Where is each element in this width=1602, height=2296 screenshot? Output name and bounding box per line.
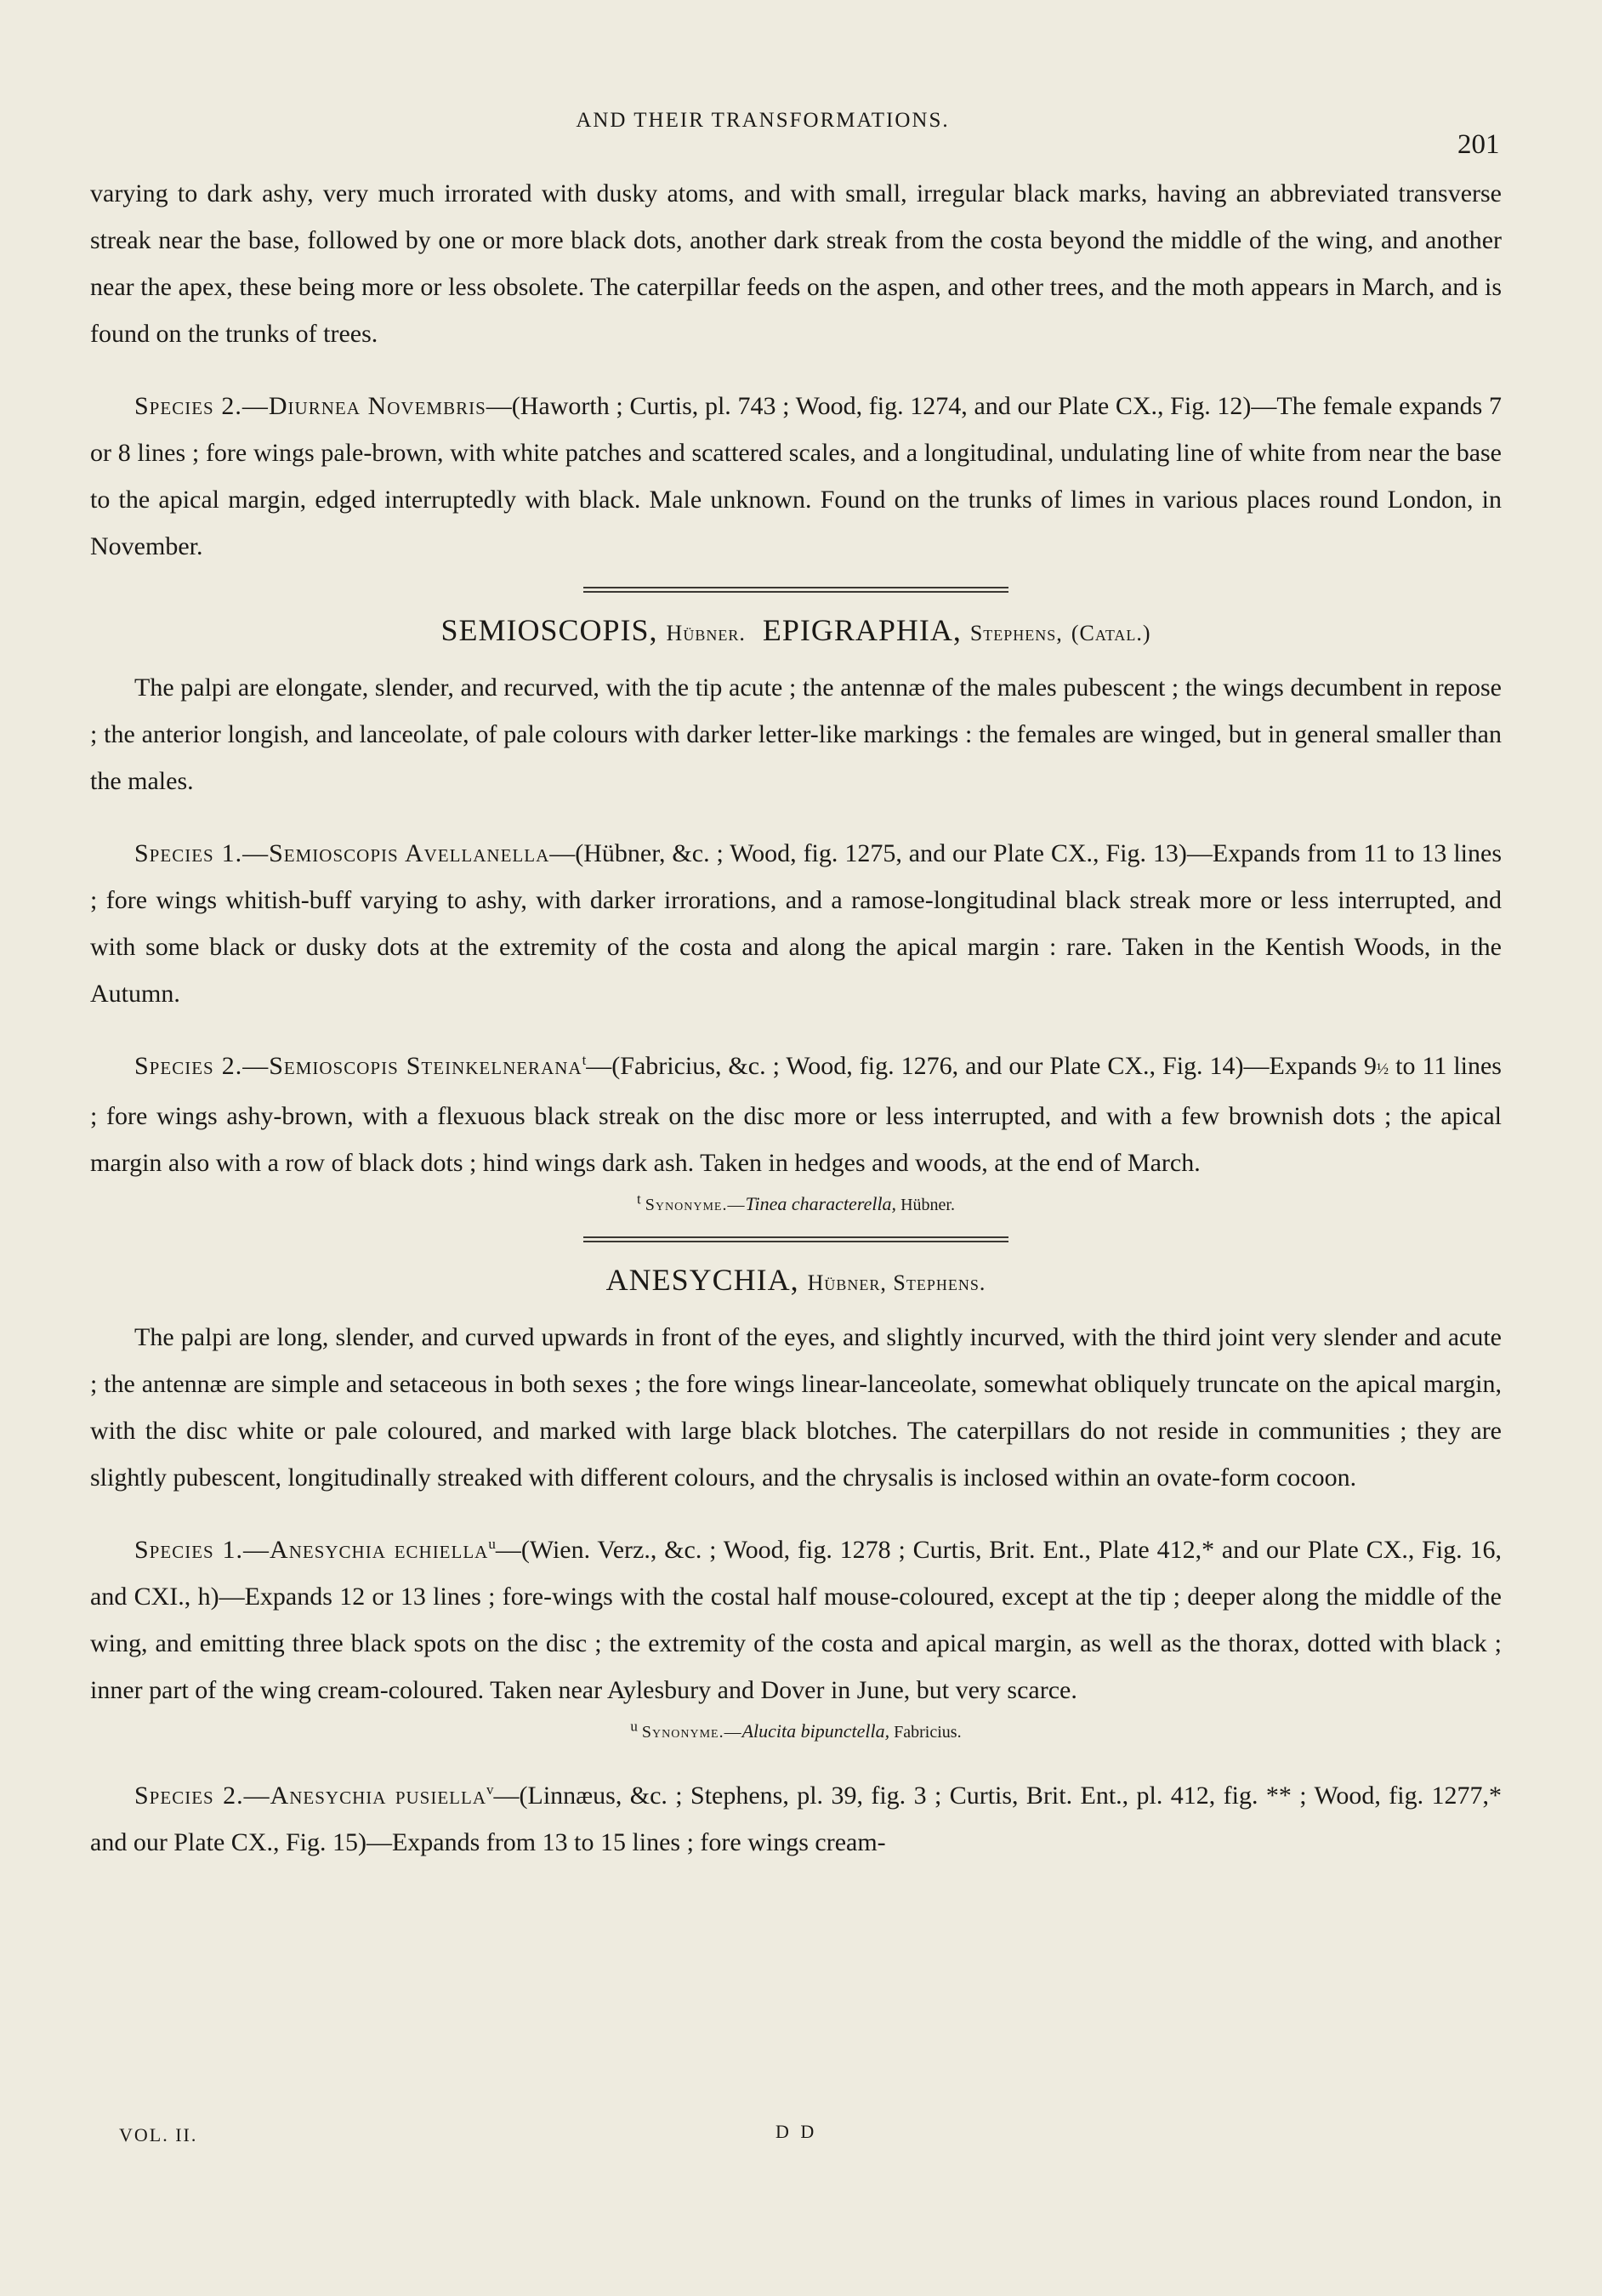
species-description: —(Wien. Verz., &c. ; Wood, fig. 1278 ; Curtis, Brit. Ent., Plate 412,* and our Plate CX., Fig. 16, and CXI., h)—Expands 12 or 13 lines ; fore-wings with the costal half mouse-coloured, except at the tip ; deeper along the middle of the wing, and emitting three black spots on the disc ; the extremity of the costa and apical margin, as well as the thorax, dotted with black ; inner part of the wing cream-coloured. Taken near Aylesbury and Dover in June, but very scarce.	[90, 1536, 1503, 1704]
species-description: —(Hübner, &c. ; Wood, fig. 1275, and our Plate CX., Fig. 13)—Expands from 11 to 13 lines ; fore wings whitish-buff varying to ashy, with darker irrorations, and a ramose-longitudinal black streak more or less interrupted, and with some black or dusky dots at the extremity of the costa and along the apical margin : rare. Taken in the Kentish Woods, in the Autumn.	[90, 839, 1502, 1008]
species-label: Species 2.	[134, 1052, 243, 1080]
species-name: —Anesychia echiella	[243, 1536, 489, 1564]
signature-mark: D D	[775, 2121, 818, 2142]
species-entry-anesychia-echiella	[90, 1526, 1502, 1713]
genus-name: SEMIOSCOPIS,	[440, 613, 658, 647]
synonym-name: Tinea characterella,	[745, 1193, 897, 1214]
genus-heading-semioscopis	[90, 611, 1502, 652]
species-entry-semioscopis-avellanella	[90, 830, 1502, 1017]
genus-description: The palpi are long, slender, and curved upwards in front of the eyes, and slightly incurved, with the third joint very slender and acute ; the antennæ are simple and setaceous in both sexes ; the fore wings linear-lanceolate, somewhat obliquely truncate on the apical margin, with the disc white or pale coloured, and marked with large black blotches. The caterpillars do not reside in communities ; they are slightly pubescent, longitudinally streaked with different colours, and the chrysalis is inclosed within an ovate-form cocoon.	[90, 1323, 1502, 1492]
footnote-mark: u	[488, 1536, 496, 1552]
page-number: 201	[1457, 129, 1500, 160]
species-name: —Semioscopis Avellanella	[242, 839, 550, 867]
paragraph-continued: varying to dark ashy, very much irrorated with dusky atoms, and with small, irregular black marks, having an abbreviated transverse streak near the base, followed by one or more black dots, another dark streak from the costa beyond the middle of the wing, and another near the apex, these being more or less obsolete. The caterpillar feeds on the aspen, and other trees, and the moth appears in March, and is found on the trunks of trees.	[90, 179, 1502, 348]
species-description-cont: to 11 lines ; fore wings ashy-brown, with a flexuous black streak on the disc more or less interrupted, and with a few brownish dots ; the apical margin also with a row of black dots ; hind wings dark ash. Taken in hedges and woods, at the end of March.	[90, 1052, 1502, 1177]
species-entry-semioscopis-steinkelnerana	[90, 1043, 1502, 1186]
genus-heading-anesychia	[90, 1261, 1502, 1302]
synonym-author: Hübner.	[900, 1196, 955, 1214]
section-divider	[583, 587, 1008, 593]
fraction: ½	[1376, 1060, 1389, 1078]
species-description: —(Linnæus, &c. ; Stephens, pl. 39, fig. 3 ; Curtis, Brit. Ent., pl. 412, fig. ** ; Wood, fig. 1277,* and our Plate CX., Fig. 15)—Expands from 13 to 15 lines ; fore wings cream-	[90, 1782, 1502, 1856]
genus-synonym: EPIGRAPHIA,	[762, 613, 962, 647]
footnote-mark: t	[637, 1191, 641, 1208]
species-label: Species 2.	[134, 1782, 244, 1810]
species-name: —Semioscopis Steinkelnerana	[242, 1052, 582, 1080]
species-name: —Diurnea Novembris	[241, 392, 486, 420]
footnote-mark: t	[582, 1052, 587, 1068]
genus-author: Hübner, Stephens.	[807, 1270, 986, 1295]
species-label: Species 1.	[134, 1536, 244, 1564]
genus-author: Hübner.	[666, 621, 746, 645]
genus-description: The palpi are elongate, slender, and recurved, with the tip acute ; the antennæ of the males pubescent ; the wings decumbent in repose ; the anterior longish, and lanceolate, of pale colours with darker letter-like markings : the females are winged, but in general smaller than the males.	[90, 673, 1502, 795]
section-divider	[583, 1236, 1008, 1242]
species-name: —Anesychia pusiella	[243, 1782, 486, 1810]
volume-label: VOL. II.	[119, 2124, 198, 2145]
footnote	[90, 1190, 1502, 1219]
running-head: AND THEIR TRANSFORMATIONS.	[576, 109, 950, 132]
species-description: —(Fabricius, &c. ; Wood, fig. 1276, and our Plate CX., Fig. 14)—Expands 9	[586, 1052, 1377, 1080]
species-entry-anesychia-pusiella	[90, 1772, 1502, 1866]
genus-name: ANESYCHIA,	[605, 1263, 799, 1297]
synonym-author: Stephens,	[969, 621, 1063, 645]
species-entry-diurnea-novembris	[90, 383, 1502, 570]
species-description: —(Haworth ; Curtis, pl. 743 ; Wood, fig. 1274, and our Plate CX., Fig. 12)—The female expands 7 or 8 lines ; fore wings pale-brown, with white patches and scattered scales, and a longitudinal, undulating line of white from near the base to the apical margin, edged interruptedly with black. Male unknown. Found on the trunks of limes in various places round London, in November.	[90, 392, 1503, 560]
footnote-mark: u	[630, 1718, 638, 1735]
body-text	[90, 170, 1502, 1866]
synonym-name: Alucita bipunctella,	[741, 1720, 890, 1742]
catalogue-note: (Catal.)	[1071, 621, 1151, 645]
footnote	[90, 1717, 1502, 1747]
species-label: Species 1.	[134, 839, 243, 867]
footnote-label: Synonyme.—	[641, 1723, 742, 1742]
species-label: Species 2.	[134, 392, 242, 420]
footnote-mark: v	[486, 1782, 494, 1798]
synonym-author: Fabricius.	[894, 1723, 962, 1742]
footnote-label: Synonyme.—	[645, 1196, 746, 1214]
